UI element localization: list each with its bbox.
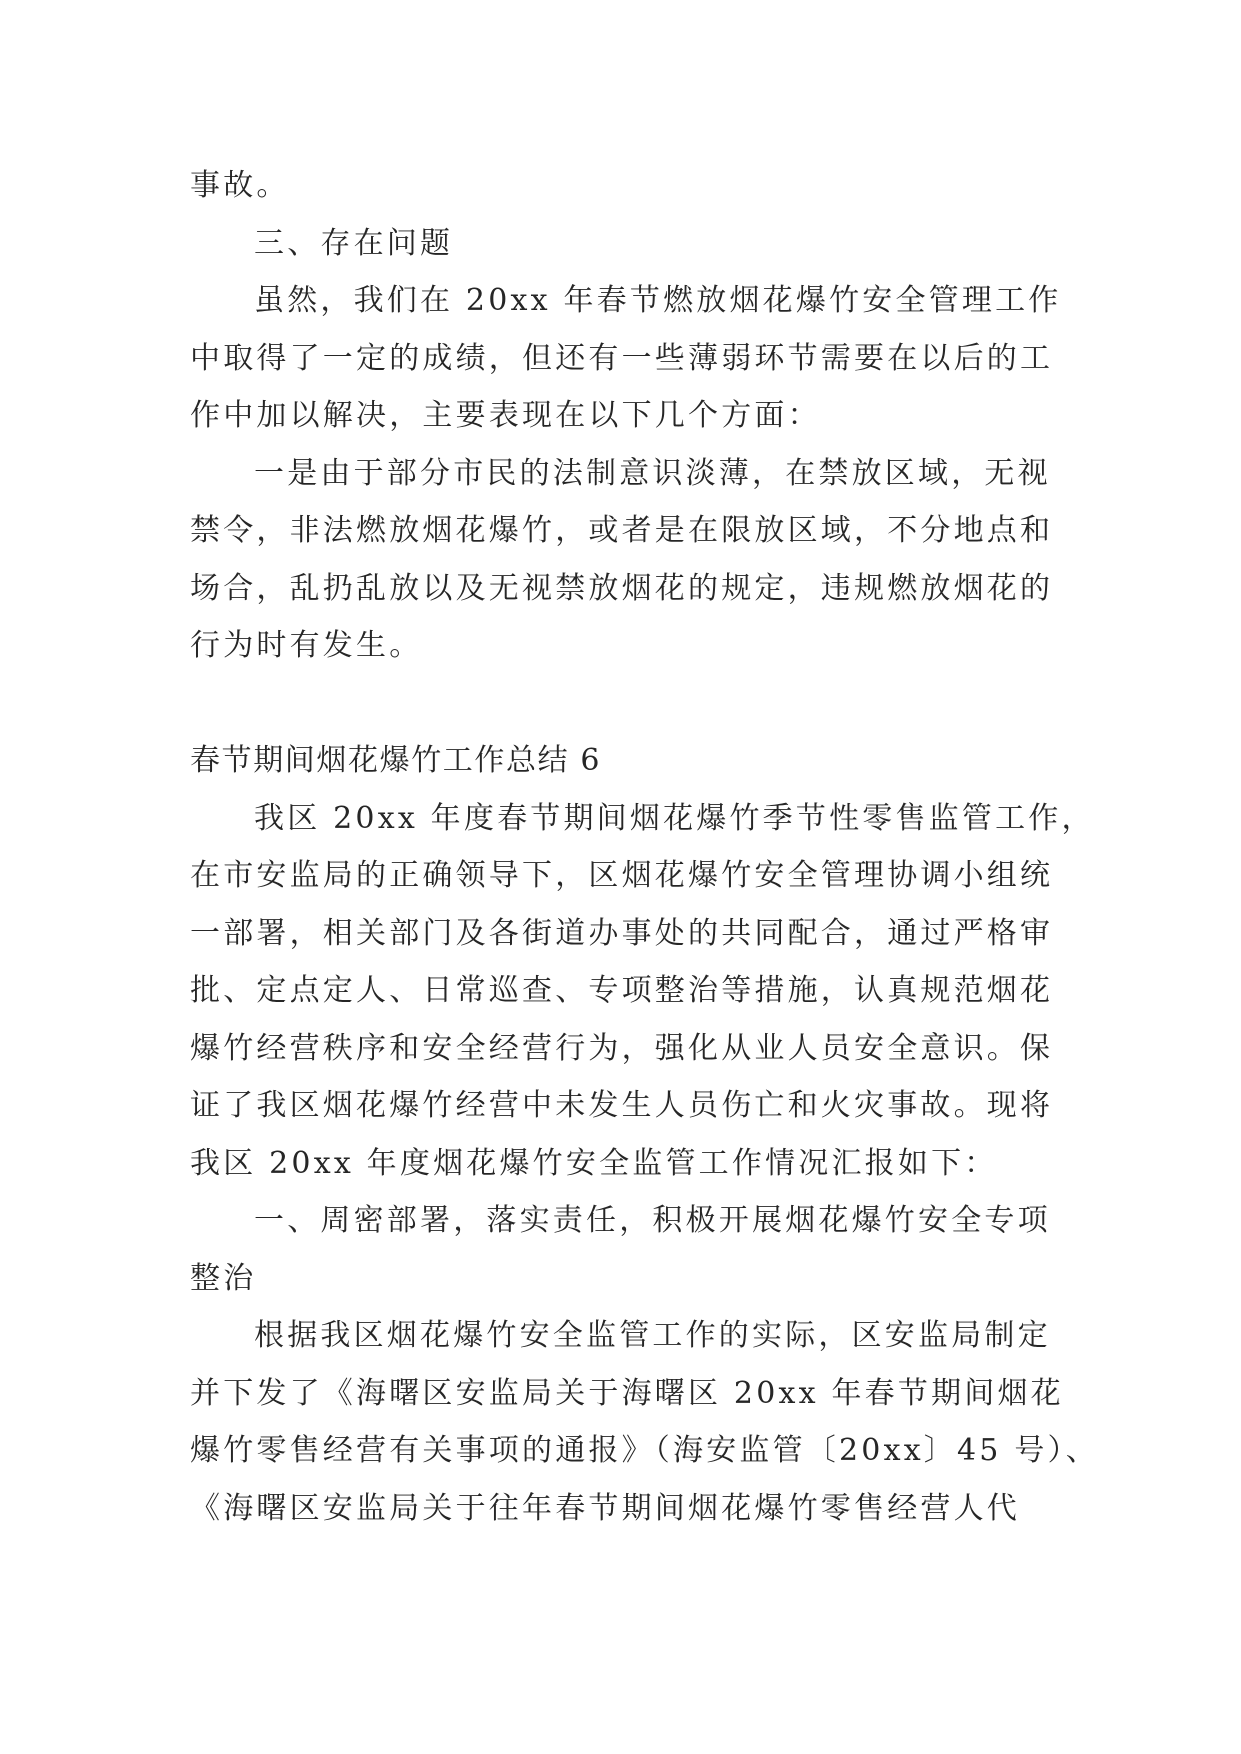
text-line: 爆竹经营秩序和安全经营行为，强化从业人员安全意识。保: [190, 1030, 1054, 1066]
paragraphs-after: [190, 790, 1099, 1538]
text-line: 禁令，非法燃放烟花爆竹，或者是在限放区域，不分地点和: [190, 513, 1054, 548]
text-line: 整治: [190, 1260, 257, 1296]
text-line: 《海曙区安监局关于往年春节期间烟花爆竹零售经营人代: [190, 1490, 1020, 1526]
text-line: 批、定点定人、日常巡查、专项整治等措施，认真规范烟花: [190, 973, 1054, 1008]
text-line: 我区 20xx 年度烟花爆竹安全监管工作情况汇报如下：: [190, 1145, 998, 1181]
text-line: 虽然，我们在 20xx 年春节燃放烟花爆竹安全管理工作: [254, 283, 1062, 318]
text-line: 我区 20xx 年度春节期间烟花爆竹季节性零售监管工作，: [254, 800, 1095, 836]
text-line: 一是由于部分市民的法制意识淡薄，在禁放区域，无视: [254, 455, 1051, 491]
text-line: 作中加以解决，主要表现在以下几个方面：: [190, 398, 821, 433]
text-line: 中取得了一定的成绩，但还有一些薄弱环节需要在以后的工: [190, 340, 1054, 376]
text-line: 三、存在问题: [254, 225, 454, 261]
text-line: 事故。: [190, 168, 290, 203]
text-line: 在市安监局的正确领导下，区烟花爆竹安全管理协调小组统: [190, 858, 1054, 893]
text-line: 根据我区烟花爆竹安全监管工作的实际，区安监局制定: [254, 1318, 1051, 1353]
text-line: 场合，乱扔乱放以及无视禁放烟花的规定，违规燃放烟花的: [190, 570, 1054, 606]
document-body: [190, 157, 1099, 1537]
text-line: 并下发了《海曙区安监局关于海曙区 20xx 年春节期间烟花: [190, 1375, 1064, 1411]
section-title: 春节期间烟花爆竹工作总结 6: [190, 743, 602, 778]
text-line: 行为时有发生。: [190, 628, 423, 663]
text-line: 一部署，相关部门及各街道办事处的共同配合，通过严格审: [190, 915, 1054, 951]
text-line: 一、周密部署，落实责任，积极开展烟花爆竹安全专项: [254, 1203, 1051, 1238]
text-line: 证了我区烟花爆竹经营中未发生人员伤亡和火灾事故。现将: [190, 1088, 1054, 1123]
paragraphs-before: [190, 157, 1070, 675]
text-line: 爆竹零售经营有关事项的通报》（海安监管〔20xx〕45 号）、: [190, 1433, 1099, 1468]
